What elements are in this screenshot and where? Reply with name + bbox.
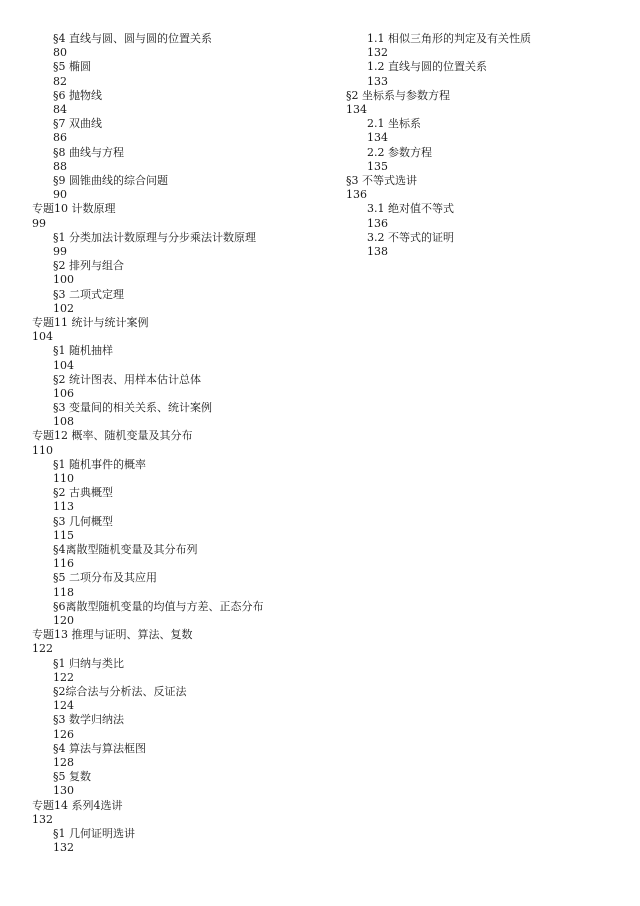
toc-section-entry[interactable] (346, 174, 626, 202)
toc-subsection-entry[interactable] (32, 32, 322, 60)
toc-entry-page-number: 128 (53, 755, 74, 769)
toc-entry-title: §1 分类加法计数原理与分步乘法计数原理 (53, 230, 256, 244)
toc-entry-page-number: 88 (53, 159, 67, 173)
toc-subsection-entry[interactable] (32, 742, 322, 770)
toc-subsection-entry[interactable] (32, 458, 322, 486)
toc-subsection-entry[interactable] (32, 288, 322, 316)
toc-section-entry[interactable] (32, 628, 322, 656)
toc-subsection-entry[interactable] (32, 486, 322, 514)
toc-entry-page-number: 134 (346, 102, 367, 116)
toc-entry-page-number: 110 (53, 472, 74, 486)
toc-entry-title: 3.1 绝对值不等式 (367, 202, 454, 216)
toc-entry-title: §4 直线与圆、圆与圆的位置关系 (53, 32, 212, 45)
toc-subsection-entry[interactable] (346, 60, 626, 88)
toc-section-entry[interactable] (32, 202, 322, 230)
toc-subsection-entry[interactable] (32, 344, 322, 372)
toc-entry-page-number: 130 (53, 784, 74, 798)
toc-entry-page-number: 99 (53, 244, 67, 258)
toc-entry-title: §6 抛物线 (53, 88, 102, 102)
toc-subsection-entry[interactable] (32, 401, 322, 429)
toc-entry-title: §7 双曲线 (53, 117, 102, 131)
toc-entry-title: §1 随机事件的概率 (53, 457, 146, 471)
toc-entry-page-number: 90 (53, 188, 67, 202)
toc-entry-page-number: 108 (53, 415, 74, 429)
toc-entry-page-number: 110 (32, 443, 53, 457)
toc-entry-page-number: 132 (367, 46, 388, 60)
toc-entry-page-number: 82 (53, 74, 67, 88)
toc-entry-title: 1.1 相似三角形的判定及有关性质 (367, 32, 531, 45)
toc-entry-title: §3 数学归纳法 (53, 713, 124, 727)
toc-subsection-entry[interactable] (32, 117, 322, 145)
toc-subsection-entry[interactable] (32, 373, 322, 401)
toc-entry-title: 3.2 不等式的证明 (367, 230, 454, 244)
toc-entry-page-number: 135 (367, 159, 388, 173)
toc-entry-title: 专题14 系列4选讲 (32, 798, 123, 812)
toc-entry-title: §3 几何概型 (53, 514, 113, 528)
toc-subsection-entry[interactable] (32, 89, 322, 117)
toc-subsection-entry[interactable] (346, 117, 626, 145)
toc-entry-page-number: 104 (53, 358, 74, 372)
toc-entry-title: 专题13 推理与证明、算法、复数 (32, 628, 193, 642)
toc-subsection-entry[interactable] (32, 657, 322, 685)
toc-entry-title: §1 随机抽样 (53, 344, 113, 358)
toc-entry-title: §4离散型随机变量及其分布列 (53, 543, 198, 557)
toc-entry-title: §5 复数 (53, 770, 91, 784)
toc-section-entry[interactable] (32, 429, 322, 457)
toc-subsection-entry[interactable] (32, 146, 322, 174)
toc-entry-title: §2 古典概型 (53, 486, 113, 500)
toc-entry-page-number: 120 (53, 614, 74, 628)
toc-section-entry[interactable] (346, 89, 626, 117)
toc-entry-title: 2.2 参数方程 (367, 145, 432, 159)
toc-entry-title: §1 归纳与类比 (53, 656, 124, 670)
toc-entry-title: §2 坐标系与参数方程 (346, 88, 450, 102)
toc-subsection-entry[interactable] (346, 202, 626, 230)
toc-subsection-entry[interactable] (32, 770, 322, 798)
toc-entry-title: 专题12 概率、随机变量及其分布 (32, 429, 193, 443)
toc-entry-page-number: 116 (53, 557, 74, 571)
toc-entry-page-number: 86 (53, 131, 67, 145)
toc-section-entry[interactable] (32, 316, 322, 344)
toc-entry-title: §8 曲线与方程 (53, 145, 124, 159)
toc-entry-page-number: 115 (53, 528, 74, 542)
toc-entry-title: 专题11 统计与统计案例 (32, 315, 149, 329)
toc-entry-page-number: 136 (346, 188, 367, 202)
toc-entry-title: §1 几何证明选讲 (53, 826, 135, 840)
toc-entry-page-number: 99 (32, 216, 46, 230)
toc-entry-page-number: 126 (53, 727, 74, 741)
toc-entry-page-number: 138 (367, 244, 388, 258)
toc-subsection-entry[interactable] (32, 231, 322, 259)
toc-entry-title: §2 统计图表、用样本估计总体 (53, 372, 201, 386)
toc-entry-page-number: 134 (367, 131, 388, 145)
toc-entry-page-number: 133 (367, 74, 388, 88)
toc-right-column (346, 32, 626, 259)
toc-entry-title: §3 不等式选讲 (346, 173, 417, 187)
toc-entry-page-number: 80 (53, 46, 67, 60)
toc-section-entry[interactable] (32, 799, 322, 827)
toc-entry-page-number: 84 (53, 102, 67, 116)
toc-subsection-entry[interactable] (346, 231, 626, 259)
toc-entry-page-number: 136 (367, 216, 388, 230)
toc-subsection-entry[interactable] (32, 174, 322, 202)
toc-entry-title: 2.1 坐标系 (367, 117, 421, 131)
toc-entry-title: §3 变量间的相关关系、统计案例 (53, 401, 212, 415)
toc-entry-page-number: 122 (53, 670, 74, 684)
toc-subsection-entry[interactable] (32, 515, 322, 543)
toc-entry-title: §3 二项式定理 (53, 287, 124, 301)
toc-entry-title: 专题10 计数原理 (32, 202, 116, 216)
toc-entry-title: §9 圆锥曲线的综合问题 (53, 173, 168, 187)
toc-entry-page-number: 104 (32, 330, 53, 344)
toc-entry-title: 1.2 直线与圆的位置关系 (367, 60, 487, 74)
toc-entry-title: §4 算法与算法框图 (53, 741, 146, 755)
toc-subsection-entry[interactable] (346, 146, 626, 174)
toc-entry-page-number: 132 (32, 812, 53, 826)
toc-entry-page-number: 102 (53, 301, 74, 315)
toc-subsection-entry[interactable] (32, 827, 322, 855)
toc-subsection-entry[interactable] (32, 600, 322, 628)
toc-entry-page-number: 106 (53, 386, 74, 400)
toc-entry-title: §2综合法与分析法、反证法 (53, 684, 187, 698)
toc-subsection-entry[interactable] (32, 685, 322, 713)
toc-entry-page-number: 122 (32, 642, 53, 656)
toc-entry-page-number: 124 (53, 699, 74, 713)
toc-entry-title: §5 二项分布及其应用 (53, 571, 157, 585)
toc-subsection-entry[interactable] (346, 32, 626, 60)
toc-entry-page-number: 100 (53, 273, 74, 287)
toc-left-column (32, 32, 322, 855)
toc-subsection-entry[interactable] (32, 713, 322, 741)
toc-entry-title: §6离散型随机变量的均值与方差、正态分布 (53, 599, 264, 613)
toc-entry-title: §2 排列与组合 (53, 259, 124, 273)
toc-entry-page-number: 132 (53, 841, 74, 855)
toc-entry-title: §5 椭圆 (53, 60, 91, 74)
toc-entry-page-number: 118 (53, 585, 74, 599)
toc-entry-page-number: 113 (53, 500, 74, 514)
toc-subsection-entry[interactable] (32, 571, 322, 599)
toc-subsection-entry[interactable] (32, 259, 322, 287)
toc-subsection-entry[interactable] (32, 60, 322, 88)
toc-subsection-entry[interactable] (32, 543, 322, 571)
